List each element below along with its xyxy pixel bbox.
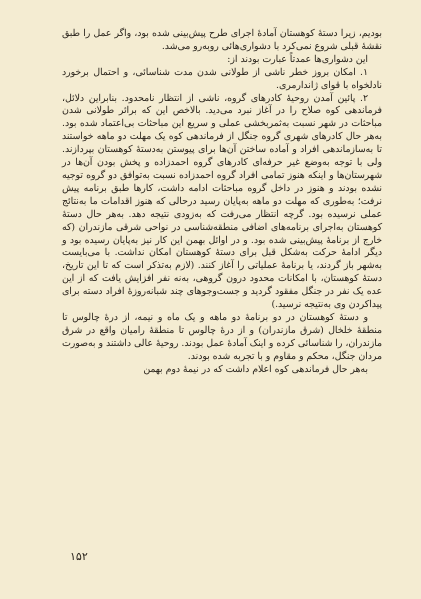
paragraph-2: این دشواری‌ها عمدتاً عبارت بودند از:: [227, 53, 368, 65]
paragraph-6: به‌هر حال فرماندهی کوه اعلام داشت که در نیمهٔ دوم بهمن: [143, 363, 368, 375]
page-number: ۱۵۲: [70, 550, 88, 563]
paragraph-1: بودیم، زیرا دستهٔ کوهستان آمادهٔ اجرای طرح پیش‌بینی شده بود، واگر عمل را طبق نقشهٔ قبلی شروع نمی‌کرد با دشواری‌هائی روبه‌رو می‌شد.: [62, 28, 382, 52]
paragraph-3: ۱. امکان بروز خطر ناشی از طولانی شدن مدت شناسائی، و احتمال برخورد نادلخواه با قوای ژاندارمری.: [62, 66, 382, 91]
body-text: [62, 28, 382, 376]
paragraph-5: و دستهٔ کوهستان در دو برنامهٔ دو ماهه و یک ماه و نیمه، از درهٔ چالوس تا منطقهٔ خلخال (شرق مازندران) و از درهٔ چالوس تا منطقهٔ رامیان واقع در شرق مازندران، را شناسائی کرده و اینک آمادهٔ عمل بودند. روحیهٔ عالی داشتند و به‌صورت مردان جنگل، محکم و مقاوم و با تجربه شده بودند.: [62, 311, 382, 362]
paragraph-4: ۲. پائین آمدن روحیهٔ کادرهای گروه، ناشی از انتظار نامحدود. بنابراین دلائل، فرماندهی کوه صلاح را در آغاز نبرد می‌دید. بالاخص این که برائر طولانی شدن مباحثات در شهر نسبت به‌ثمربخشی عملی و سریع این مباحثات بی‌اعتماد شده بود. به‌هر حال کادرهای شهری گروه جنگل از فرماندهی کوه یک مهلت دو ماهه خواستند تا به‌سازماندهی افراد و آماده ساختن آن‌ها برای پیوستن به‌دستهٔ کوهستان بپردازند. ولی با توجه به‌وضع غیر حرفه‌ای کادرهای گروه احمدزاده و پخش بودن آن‌ها در شهرستان‌ها و اینکه هنوز تمامی افراد گروه احمدزاده نسبت به‌توافق دو گروه توجیه نشده بودند و هنوز در داخل گروه مباحثات ادامه داشت، کارها طبق برنامه پیش نرفت؛ به‌طوری که مهلت دو ماهه به‌پایان رسید درحالی که هنوز اقدامات ما به‌نتائج عملی نرسیده بود. گرچه انتظار می‌رفت که به‌زودی نتیجه دهد. به‌هر حال دستهٔ کوهستان به‌اجرای برنامه‌های اضافی منطقه‌شناسی در نواحی شرقی مازندران (که خارج از برنامهٔ پیش‌بینی شده بود. و در اوائل بهمن این کار نیز به‌پایان رسیده بود و دیگر ادامهٔ حرکت به‌شکل قبل برای دستهٔ کوهستان امکان نداشت. با می‌بایست به‌شهر باز گردند، یا برنامهٔ عملیاتی را آغاز کنند. (لازم به‌تذکر است که تا این تاریخ، دستهٔ کوهستان، با امکانات محدود درون گروهی، به‌نه نفر افزایش یافت که از این عده یک نفر در جنگل مفقود گردید و جست‌وجوهای چند شبانه‌روزهٔ افراد دسته برای پیداکردن وی به‌نتیجه نرسید.): [62, 92, 382, 311]
